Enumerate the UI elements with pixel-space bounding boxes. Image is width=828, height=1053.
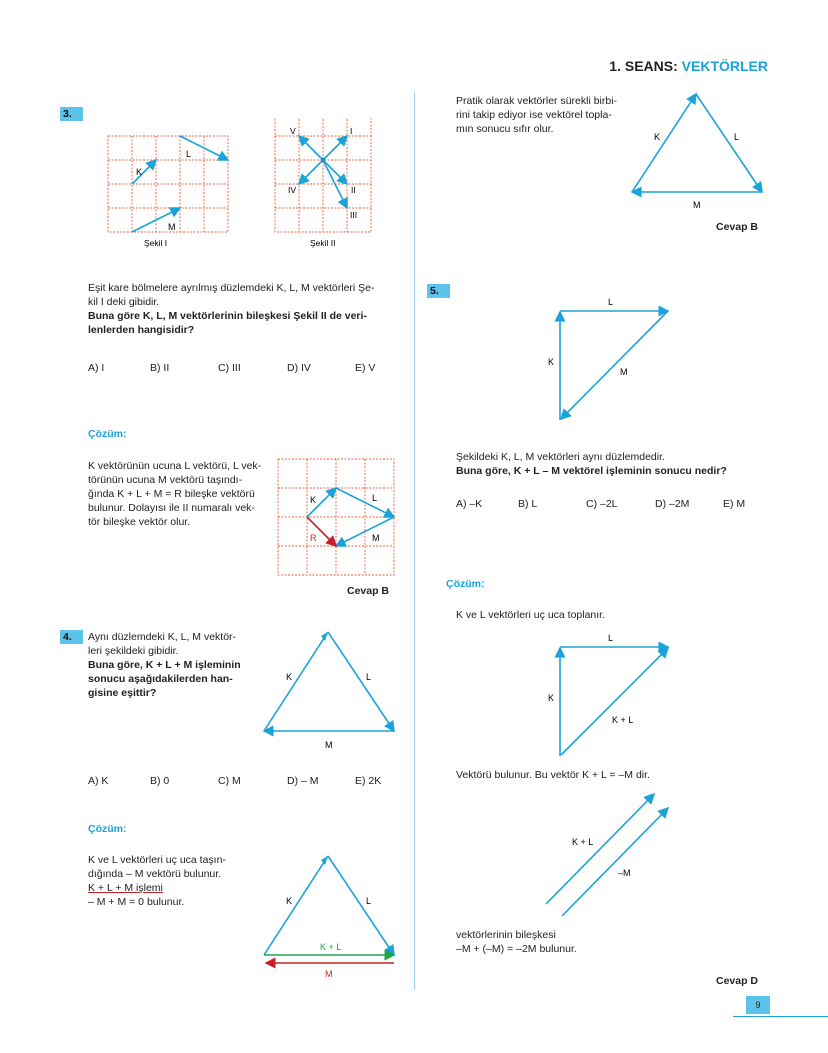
q3-sol-line4: bulunur. Dolayısı ile II numaralı vek- [88, 502, 255, 514]
q5-question-line1: Buna göre, K + L – M vektörel işleminin sonucu nedir? [456, 465, 727, 477]
q5-sol2-label-m: –M [618, 868, 631, 878]
fig2-vector-iv [299, 160, 323, 184]
q3-sol-label-l: L [372, 493, 378, 503]
q3-sol-vector-m [336, 517, 394, 546]
q3-choice-e[interactable]: E) V [355, 362, 376, 374]
q4-label-m: M [325, 740, 333, 750]
q3-choices [88, 362, 375, 374]
right-top-line3: mın sonucu sıfır olur. [456, 123, 554, 135]
rt-vector-k [632, 94, 696, 192]
question-3-number: 3. [60, 107, 83, 121]
rt-label-m: M [693, 200, 701, 210]
page-number: 9 [746, 996, 770, 1014]
q3-solution-text [88, 459, 268, 529]
fig1-label-m: M [168, 222, 176, 232]
q5-choice-b[interactable]: B) L [518, 498, 538, 510]
right-top-text [456, 94, 636, 136]
q4-choice-c[interactable]: C) M [218, 775, 241, 787]
q5-sol-label-l: L [608, 633, 614, 643]
q4-sol-line4: – M + M = 0 bulunur. [88, 896, 185, 908]
q4-solution-title: Çözüm: [88, 823, 127, 835]
q4-text [88, 630, 253, 700]
q5-answer: Cevap D [716, 975, 759, 987]
q5-choice-c[interactable]: C) –2L [586, 498, 618, 510]
q4-question-line2: sonucu aşağıdakilerden han- [88, 673, 233, 685]
q3-sol-line2: törünün ucuna M vektörü taşındı- [88, 474, 243, 486]
q4-sol-vector-l [328, 856, 394, 955]
q3-sol-label-r: R [310, 533, 317, 543]
q4-label-l: L [366, 672, 372, 682]
q3-figures [100, 118, 400, 256]
q4-vector-l [328, 632, 394, 731]
q3-sol-label-k: K [310, 495, 317, 505]
q5-sol-vector-kl [561, 648, 668, 755]
fig2-label-iv: IV [288, 185, 297, 195]
q5-choice-d[interactable]: D) –2M [655, 498, 690, 510]
q5-vector-m [561, 311, 668, 419]
rt-label-k: K [654, 132, 661, 142]
q5-choices [456, 498, 745, 510]
page-footer-line [733, 1016, 828, 1017]
q5-sol2-label-kl: K + L [572, 837, 594, 847]
q5-solution-title: Çözüm: [446, 578, 485, 590]
q4-sol-label-k: K [286, 896, 293, 906]
q5-solution-figure-2 [540, 790, 680, 920]
q5-sol2-vector-kl [546, 794, 654, 904]
q5-label-l: L [608, 297, 614, 307]
question-4-number: 4. [60, 630, 83, 644]
q5-text [456, 450, 786, 478]
q3-text [88, 281, 403, 337]
q4-sol-line1: K ve L vektörleri uç uca taşın- [88, 854, 226, 866]
fig2-label-v: V [290, 126, 296, 136]
q4-sol-label-l: L [366, 896, 372, 906]
right-top-figure [626, 88, 768, 214]
q5-choice-a[interactable]: A) –K [456, 498, 483, 510]
q3-choice-d[interactable]: D) IV [287, 362, 311, 374]
q3-choice-b[interactable]: B) II [150, 362, 170, 374]
right-top-answer: Cevap B [716, 221, 759, 233]
q5-sol-line2: Vektörü bulunur. Bu vektör K + L = –M dir. [456, 769, 650, 781]
fig2-vector-ii [323, 160, 347, 184]
q4-sol-label-m: M [325, 969, 333, 979]
q4-line1: Aynı düzlemdeki K, L, M vektör- [88, 631, 237, 643]
q4-question-line1: Buna göre, K + L + M işleminin [88, 659, 241, 671]
q4-figure [258, 628, 400, 754]
q3-text-line1: Eşit kare bölmelere ayrılmış düzlemdeki K, L, M vektörleri Şe- [88, 282, 375, 294]
q5-label-m: M [620, 367, 628, 377]
q4-question-line3: gisine eşittir? [88, 687, 157, 699]
q5-sol-label-k: K [548, 693, 555, 703]
q3-solution-title: Çözüm: [88, 428, 127, 440]
fig2-vector-i [323, 136, 347, 160]
fig2-label-iii: III [350, 210, 358, 220]
q5-sol-line4: –M + (–M) = –2M bulunur. [456, 943, 577, 955]
q3-question-line1: Buna göre K, L, M vektörlerinin bileşkesi Şekil II de veri- [88, 310, 367, 322]
q5-figure [540, 296, 680, 426]
fig1-label-k: K [136, 167, 143, 177]
q4-sol-line2: dığında – M vektörü bulunur. [88, 868, 222, 880]
q3-answer: Cevap B [347, 585, 390, 597]
q4-label-k: K [286, 672, 293, 682]
q3-sol-line3: ğında K + L + M = R bileşke vektörü [88, 488, 255, 500]
q4-sol-vector-k [264, 856, 328, 955]
q4-choices [88, 775, 381, 787]
q5-choice-e[interactable]: E) M [723, 498, 746, 510]
q4-choice-e[interactable]: E) 2K [355, 775, 382, 787]
q4-solution-figure [258, 852, 400, 980]
fig2-label-ii: II [351, 185, 356, 195]
fig1-caption: Şekil I [144, 238, 168, 248]
q3-choice-c[interactable]: C) III [218, 362, 241, 374]
q3-solution-figure [276, 457, 396, 579]
q5-sol2-vector-m [562, 808, 668, 916]
q4-choice-a[interactable]: A) K [88, 775, 109, 787]
fig1-label-l: L [186, 149, 192, 159]
question-5-number: 5. [427, 284, 450, 298]
q3-sol-label-m: M [372, 533, 380, 543]
q4-solution-text [88, 853, 253, 909]
q3-choice-a[interactable]: A) I [88, 362, 105, 374]
fig2-label-i: I [350, 126, 353, 136]
q3-sol-line5: tör bileşke vektör olur. [88, 516, 191, 528]
fig2-caption: Şekil II [310, 238, 336, 248]
right-top-line1: Pratik olarak vektörler sürekli birbi- [456, 95, 618, 107]
q5-sol-label-kl: K + L [612, 715, 634, 725]
q5-solution-figure [540, 632, 680, 762]
q3-question-line2: lenlerden hangisidir? [88, 324, 195, 336]
q4-choice-b[interactable]: B) 0 [150, 775, 170, 787]
title-prefix: 1. SEANS: [609, 58, 678, 74]
rt-vector-l [696, 94, 762, 192]
q5-label-k: K [548, 357, 555, 367]
q5-sol-line3: vektörlerinin bileşkesi [456, 929, 556, 941]
fig2-vector-v [299, 136, 323, 160]
q4-sol-line3: K + L + M işlemi [88, 882, 163, 894]
q4-line2: leri şekildeki gibidir. [88, 645, 179, 657]
q5-sol-line1: K ve L vektörleri uç uca toplanır. [456, 609, 606, 621]
q4-choice-d[interactable]: D) – M [287, 775, 319, 787]
right-top-line2: rini takip ediyor ise vektörel topla- [456, 109, 612, 121]
q4-vector-k [264, 632, 328, 731]
page-title [609, 58, 768, 74]
column-divider [414, 92, 415, 990]
q5-line1: Şekildeki K, L, M vektörleri aynı düzlemdedir. [456, 451, 665, 463]
q5-sol-conclusion [456, 928, 577, 956]
q4-sol-label-kl: K + L [320, 942, 342, 952]
rt-label-l: L [734, 132, 740, 142]
title-accent: VEKTÖRLER [681, 58, 768, 74]
q3-text-line2: kil I deki gibidir. [88, 296, 160, 308]
q3-sol-line1: K vektörünün ucuna L vektörü, L vek- [88, 460, 262, 472]
